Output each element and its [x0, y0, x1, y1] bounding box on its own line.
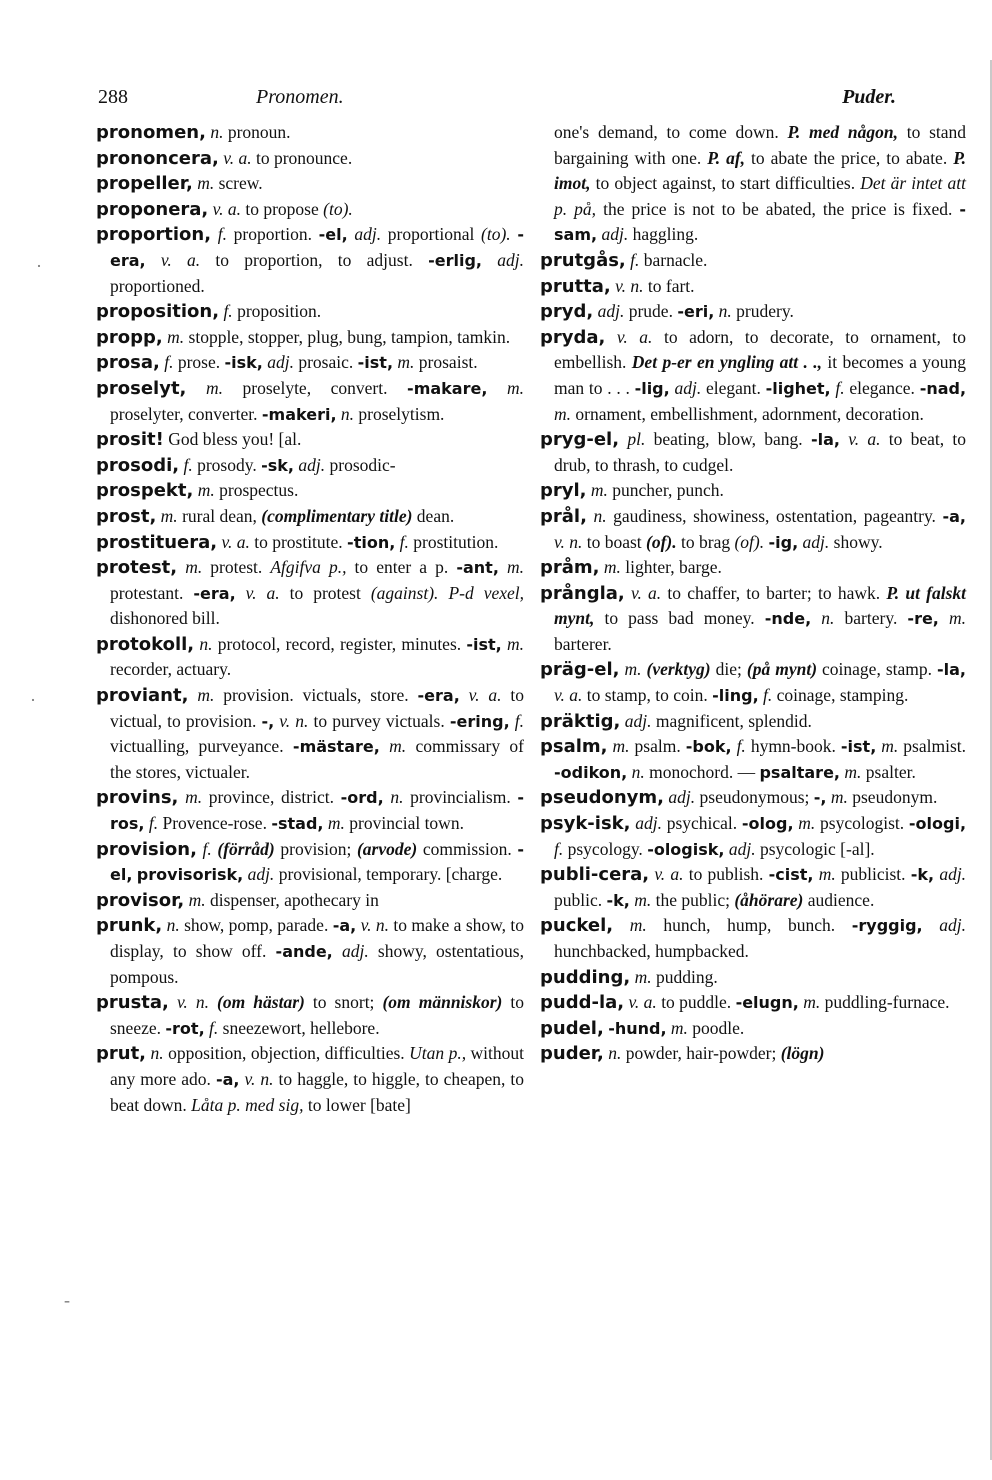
dictionary-entry: psalm, m. psalm. -bok, f. hymn-book. -ist, m. psalmist. -odikon, n. monochord. — psaltare, m. psalter. [540, 736, 967, 782]
dictionary-entry: puckel, m. hunch, hump, bunch. -ryggig, adj. hunchbacked, humpbacked. [540, 915, 966, 961]
dictionary-entry: pudel, -hund, m. poodle. [540, 1017, 745, 1039]
dictionary-entry: prunk, n. show, pomp, parade. -a, v. n. to make a show, to display, to show off. -ande, adj. showy, ostentatious, pompous. [96, 915, 525, 987]
page-number: 288 [98, 86, 128, 108]
dictionary-entry: pryg-el, pl. beating, blow, bang. -la, v. a. to beat, to drub, to thrash, to cudgel. [540, 429, 967, 475]
dictionary-entry: puder, n. powder, hair-powder; (lögn) [540, 1043, 825, 1065]
page-header [98, 82, 968, 114]
dictionary-entry: proselyt, m. proselyte, convert. -makare, m. proselyter, converter. -makeri, n. proselytism. [96, 377, 524, 424]
running-head-right: Puder. [842, 86, 896, 108]
dictionary-entry: provins, m. province, district. -ord, n. provincialism. -ros, f. Provence-rose. -stad, m. provincial town. [96, 787, 525, 834]
dictionary-entry: pudding, m. pudding. [540, 966, 718, 988]
dictionary-entry: prosa, f. prose. -isk, adj. prosaic. -ist, m. prosaist. [96, 352, 478, 374]
dictionary-entry: pryl, m. puncher, punch. [540, 480, 724, 502]
dictionary-entry: pryd, adj. prude. -eri, n. prudery. [540, 301, 794, 323]
right-column [540, 120, 966, 1067]
dictionary-entry: proponera, v. a. to propose (to). [96, 198, 353, 220]
dictionary-entry: pråm, m. lighter, barge. [540, 557, 722, 579]
dictionary-entry: protokoll, n. protocol, record, register, minutes. -ist, m. recorder, actuary. [96, 633, 524, 680]
dictionary-entry: propeller, m. screw. [96, 173, 263, 195]
dictionary-entry: prål, n. gaudiness, showiness, ostentation, pageantry. -a, v. n. to boast (of). to brag (of). -ig, adj. showy. [540, 505, 966, 552]
dictionary-entry: provisor, m. dispenser, apothecary in [96, 889, 379, 911]
dictionary-entry: prostituera, v. a. to prostitute. -tion, f. prostitution. [96, 531, 499, 553]
dictionary-entry: präg-el, m. (verktyg) die; (på mynt) coinage, stamp. -la, v. a. to stamp, to coin. -ling, f. coinage, stamping. [540, 659, 966, 706]
left-column [96, 120, 524, 1118]
dictionary-entry: prusta, v. n. (om hästar) to snort; (om människor) to sneeze. -rot, f. sneezewort, hellebore. [96, 992, 525, 1038]
dictionary-entry: one's demand, to come down. P. med någon, to stand bargaining with one. P. af, to abate the price, to abate. P. imot, to object against, to start difficulties. Det är intet att p. på, the price is not to be abated, the price is fixed. -sam, adj. haggling. [554, 122, 967, 245]
dictionary-entry: propp, m. stopple, stopper, plug, bung, tampion, tamkin. [96, 326, 511, 348]
dictionary-entry: proposition, f. proposition. [96, 301, 322, 323]
dictionary-entry: pryda, v. a. to adorn, to decorate, to ornament, to embellish. Det p-er en yngling att . ., it becomes a young man to . . . -lig, adj. elegant. -lighet, f. elegance. -nad, m. ornament, embellishment, adornment, decoration. [540, 326, 967, 424]
dictionary-entry: prutta, v. n. to fart. [540, 275, 695, 297]
dictionary-entry: prost, m. rural dean, (complimentary title) dean. [96, 505, 455, 527]
dictionary-entry: pudd-la, v. a. to puddle. -elugn, m. puddling-furnace. [540, 992, 950, 1014]
dictionary-entry: prutgås, f. barnacle. [540, 249, 708, 271]
dictionary-entry: präktig, adj. magnificent, splendid. [540, 710, 812, 732]
dictionary-entry: proportion, f. proportion. -el, adj. proportional (to). -era, v. a. to proportion, to adjust. -erlig, adj. proportioned. [96, 224, 525, 296]
dictionary-entry: pseudonym, adj. pseudonymous; -, m. pseudonym. [540, 787, 938, 809]
dictionary-entry: prospekt, m. prospectus. [96, 480, 299, 502]
dictionary-entry: prångla, v. a. to chaffer, to barter; to hawk. P. ut falskt mynt, to pass bad money. -nde, n. bartery. -re, m. barterer. [540, 582, 967, 654]
dictionary-entry: protest, m. protest. Afgifva p., to enter a p. -ant, m. protestant. -era, v. a. to protest (against). P-d vexel, dishonored bill. [96, 557, 525, 629]
dictionary-entry: provision, f. (förråd) provision; (arvode) commission. -el, provisorisk, adj. provisional, temporary. [charge. [96, 838, 525, 885]
dictionary-entry: pronomen, n. pronoun. [96, 122, 291, 143]
dictionary-entry: psyk-isk, adj. psychical. -olog, m. psycologist. -ologi, f. psycology. -ologisk, adj. psycologic [-al]. [540, 813, 967, 859]
dictionary-entry: proviant, m. provision. victuals, store. -era, v. a. to victual, to provision. -, v. n. to purvey victuals. -ering, f. victualling, purveyance. -mästare, m. commissary of the stores, victualer. [96, 685, 525, 782]
dictionary-entry: prosodi, f. prosody. -sk, adj. prosodic- [96, 454, 396, 476]
margin-mark: - [64, 1290, 70, 1310]
margin-mark: · [30, 690, 36, 710]
running-head-left: Pronomen. [256, 86, 344, 108]
dictionary-entry: publi-cera, v. a. to publish. -cist, m. publicist. -k, adj. public. -k, m. the public; (åhörare) audience. [540, 864, 967, 910]
dictionary-entry: prut, n. opposition, objection, difficulties. Utan p., without any more ado. -a, v. n. to haggle, to higgle, to cheapen, to beat down. Låta p. med sig, to lower [bate] [96, 1043, 525, 1115]
margin-mark: · [36, 256, 42, 276]
dictionary-entry: prononcera, v. a. to pronounce. [96, 147, 353, 169]
dictionary-entry: prosit! God bless you! [al. [96, 429, 302, 451]
